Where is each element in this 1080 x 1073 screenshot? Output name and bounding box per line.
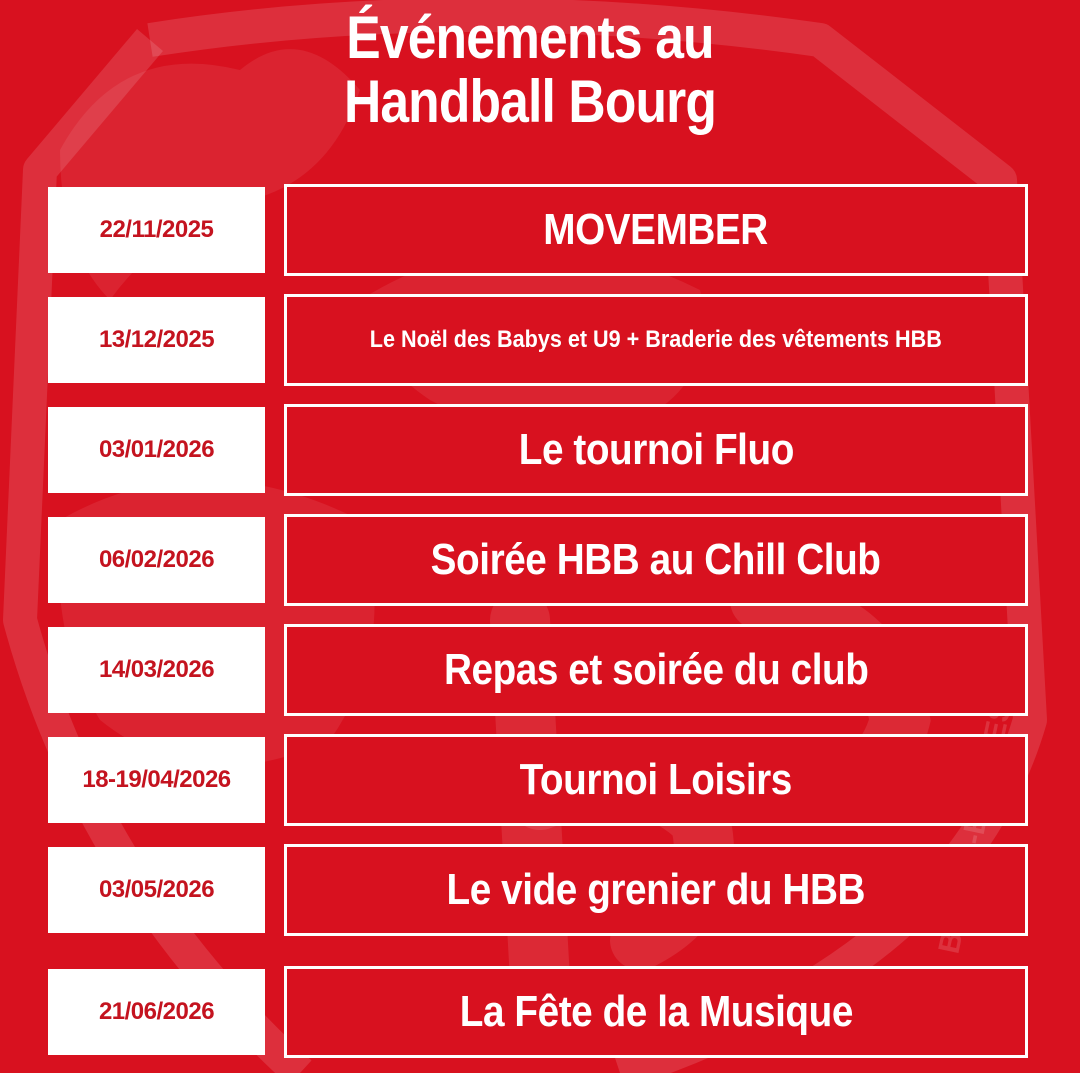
event-date: 18-19/04/2026	[82, 766, 231, 793]
event-title-box	[284, 404, 1028, 496]
event-date-box	[48, 737, 265, 823]
event-title: Le tournoi Fluo	[518, 425, 794, 474]
event-date-box	[48, 187, 265, 273]
event-date: 06/02/2026	[98, 546, 215, 573]
title-line-2: Handball Bourg	[343, 68, 717, 135]
event-title: Tournoi Loisirs	[519, 755, 793, 804]
event-title-box	[284, 966, 1028, 1058]
event-date: 22/11/2025	[99, 216, 214, 243]
event-date-box	[48, 627, 265, 713]
event-title: Le vide grenier du HBB	[446, 865, 866, 914]
event-row	[0, 294, 1080, 386]
event-title-box	[284, 184, 1028, 276]
event-row	[0, 514, 1080, 606]
event-date-box	[48, 517, 265, 603]
event-row	[0, 966, 1080, 1058]
event-title-box	[284, 624, 1028, 716]
event-date: 03/05/2026	[98, 876, 215, 903]
event-title: Repas et soirée du club	[443, 645, 869, 694]
event-date: 13/12/2025	[98, 326, 215, 353]
event-title-box	[284, 844, 1028, 936]
event-title: La Fête de la Musique	[459, 987, 853, 1036]
event-title: Soirée HBB au Chill Club	[431, 535, 881, 584]
event-title: MOVEMBER	[543, 205, 769, 254]
event-row	[0, 734, 1080, 826]
event-date: 21/06/2026	[98, 998, 215, 1025]
event-title-box	[284, 294, 1028, 386]
event-row	[0, 404, 1080, 496]
event-title-box	[284, 514, 1028, 606]
event-date-box	[48, 847, 265, 933]
event-row	[0, 184, 1080, 276]
event-date-box	[48, 969, 265, 1055]
event-date: 14/03/2026	[98, 656, 215, 683]
event-row	[0, 844, 1080, 936]
event-row	[0, 624, 1080, 716]
event-title: Le Noël des Babys et U9 + Braderie des vêtements HBB	[369, 326, 943, 353]
event-date-box	[48, 407, 265, 493]
event-date-box	[48, 297, 265, 383]
event-title-box	[284, 734, 1028, 826]
title-line-1: Événements au	[346, 4, 714, 71]
event-date: 03/01/2026	[98, 436, 215, 463]
